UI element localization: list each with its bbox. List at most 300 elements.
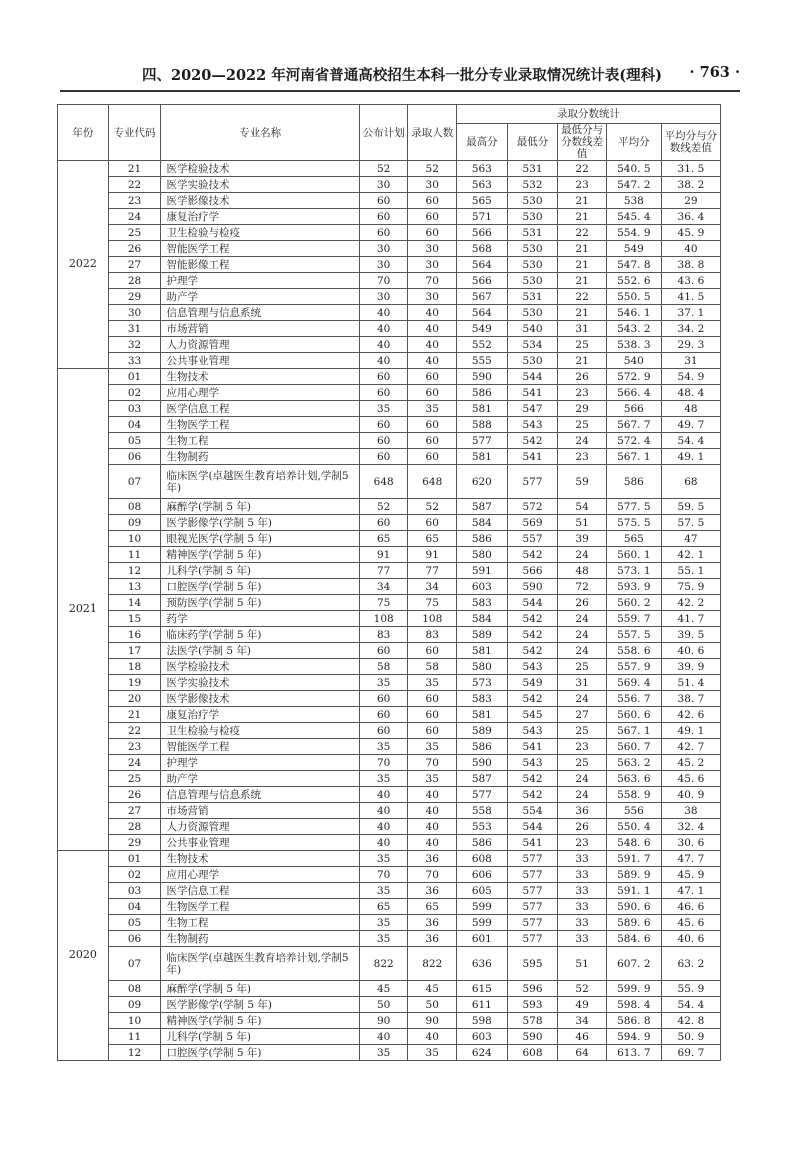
table-row xyxy=(58,369,721,385)
name-cell: 智能医学工程 xyxy=(161,739,359,755)
max-cell: 583 xyxy=(457,595,508,611)
min-diff-cell: 64 xyxy=(558,1045,607,1061)
min-diff-cell: 46 xyxy=(558,1029,607,1045)
table-row xyxy=(58,739,721,755)
min-cell: 541 xyxy=(507,385,558,401)
avg-cell: 557. 9 xyxy=(606,659,661,675)
avg-diff-cell: 75. 9 xyxy=(661,579,720,595)
admit-cell: 75 xyxy=(408,595,457,611)
table-row xyxy=(58,465,721,499)
avg-cell: 546. 1 xyxy=(606,305,661,321)
table-row xyxy=(58,611,721,627)
code-cell: 29 xyxy=(108,835,161,851)
name-cell: 医学信息工程 xyxy=(161,401,359,417)
avg-cell: 540. 5 xyxy=(606,161,661,177)
min-cell: 541 xyxy=(507,739,558,755)
max-cell: 615 xyxy=(457,981,508,997)
plan-cell: 60 xyxy=(359,515,408,531)
min-cell: 531 xyxy=(507,225,558,241)
code-cell: 23 xyxy=(108,193,161,209)
avg-cell: 559. 7 xyxy=(606,611,661,627)
table-row xyxy=(58,899,721,915)
avg-cell: 545. 4 xyxy=(606,209,661,225)
table-row xyxy=(58,563,721,579)
max-cell: 605 xyxy=(457,883,508,899)
avg-diff-cell: 37. 1 xyxy=(661,305,720,321)
page-title: 四、2020—2022 年河南省普通高校招生本科一批分专业录取情况统计表(理科) xyxy=(142,67,662,84)
table-row xyxy=(58,515,721,531)
avg-diff-cell: 42. 7 xyxy=(661,739,720,755)
name-cell: 信息管理与信息系统 xyxy=(161,305,359,321)
avg-diff-cell: 38. 2 xyxy=(661,177,720,193)
name-cell: 临床医学(卓越医生教育培养计划,学制5年) xyxy=(161,465,359,499)
avg-cell: 566 xyxy=(606,401,661,417)
avg-cell: 575. 5 xyxy=(606,515,661,531)
min-diff-cell: 31 xyxy=(558,321,607,337)
table-row xyxy=(58,997,721,1013)
min-diff-cell: 23 xyxy=(558,739,607,755)
code-cell: 28 xyxy=(108,273,161,289)
name-cell: 医学检验技术 xyxy=(161,161,359,177)
avg-cell: 538. 3 xyxy=(606,337,661,353)
name-cell: 口腔医学(学制 5 年) xyxy=(161,579,359,595)
admit-cell: 35 xyxy=(408,675,457,691)
admit-cell: 65 xyxy=(408,531,457,547)
min-cell: 531 xyxy=(507,289,558,305)
admit-cell: 35 xyxy=(408,739,457,755)
header-rule xyxy=(60,90,740,92)
name-cell: 应用心理学 xyxy=(161,867,359,883)
table-row xyxy=(58,915,721,931)
min-cell: 549 xyxy=(507,675,558,691)
table-row xyxy=(58,1029,721,1045)
admit-cell: 45 xyxy=(408,981,457,997)
table-row xyxy=(58,257,721,273)
avg-diff-cell: 45. 9 xyxy=(661,225,720,241)
name-cell: 护理学 xyxy=(161,755,359,771)
min-cell: 590 xyxy=(507,579,558,595)
code-cell: 27 xyxy=(108,257,161,273)
code-cell: 02 xyxy=(108,385,161,401)
avg-cell: 563. 6 xyxy=(606,771,661,787)
plan-cell: 35 xyxy=(359,675,408,691)
name-cell: 生物工程 xyxy=(161,915,359,931)
code-cell: 20 xyxy=(108,691,161,707)
col-header-avg-diff: 平均分与分数线差值 xyxy=(661,124,720,161)
avg-diff-cell: 32. 4 xyxy=(661,819,720,835)
min-cell: 543 xyxy=(507,659,558,675)
admit-cell: 60 xyxy=(408,209,457,225)
plan-cell: 70 xyxy=(359,273,408,289)
max-cell: 603 xyxy=(457,1029,508,1045)
min-cell: 542 xyxy=(507,643,558,659)
table-row xyxy=(58,723,721,739)
max-cell: 599 xyxy=(457,899,508,915)
avg-diff-cell: 45. 6 xyxy=(661,915,720,931)
max-cell: 584 xyxy=(457,515,508,531)
min-diff-cell: 24 xyxy=(558,691,607,707)
avg-diff-cell: 45. 6 xyxy=(661,771,720,787)
min-cell: 530 xyxy=(507,209,558,225)
name-cell: 药学 xyxy=(161,611,359,627)
min-diff-cell: 52 xyxy=(558,981,607,997)
table-row xyxy=(58,177,721,193)
name-cell: 公共事业管理 xyxy=(161,835,359,851)
table-row xyxy=(58,209,721,225)
max-cell: 587 xyxy=(457,771,508,787)
min-diff-cell: 21 xyxy=(558,305,607,321)
avg-diff-cell: 59. 5 xyxy=(661,499,720,515)
min-cell: 577 xyxy=(507,883,558,899)
year-cell: 2022 xyxy=(58,161,109,369)
plan-cell: 40 xyxy=(359,819,408,835)
name-cell: 临床药学(学制 5 年) xyxy=(161,627,359,643)
avg-diff-cell: 43. 6 xyxy=(661,273,720,289)
admit-cell: 40 xyxy=(408,1029,457,1045)
col-header-max: 最高分 xyxy=(457,124,508,161)
max-cell: 571 xyxy=(457,209,508,225)
min-diff-cell: 24 xyxy=(558,643,607,659)
avg-diff-cell: 42. 2 xyxy=(661,595,720,611)
max-cell: 586 xyxy=(457,531,508,547)
admit-cell: 40 xyxy=(408,353,457,369)
avg-cell: 598. 4 xyxy=(606,997,661,1013)
max-cell: 636 xyxy=(457,947,508,981)
table-row xyxy=(58,579,721,595)
avg-diff-cell: 69. 7 xyxy=(661,1045,720,1061)
admit-cell: 90 xyxy=(408,1013,457,1029)
name-cell: 麻醉学(学制 5 年) xyxy=(161,499,359,515)
min-cell: 542 xyxy=(507,771,558,787)
code-cell: 21 xyxy=(108,161,161,177)
min-diff-cell: 26 xyxy=(558,595,607,611)
admit-cell: 77 xyxy=(408,563,457,579)
code-cell: 22 xyxy=(108,723,161,739)
max-cell: 591 xyxy=(457,563,508,579)
admit-cell: 40 xyxy=(408,803,457,819)
plan-cell: 58 xyxy=(359,659,408,675)
avg-cell: 593. 9 xyxy=(606,579,661,595)
plan-cell: 83 xyxy=(359,627,408,643)
min-diff-cell: 24 xyxy=(558,771,607,787)
plan-cell: 648 xyxy=(359,465,408,499)
table-row xyxy=(58,643,721,659)
min-cell: 530 xyxy=(507,241,558,257)
table-row xyxy=(58,321,721,337)
min-diff-cell: 33 xyxy=(558,851,607,867)
code-cell: 25 xyxy=(108,225,161,241)
name-cell: 人力资源管理 xyxy=(161,337,359,353)
min-cell: 542 xyxy=(507,691,558,707)
name-cell: 护理学 xyxy=(161,273,359,289)
table-row xyxy=(58,981,721,997)
avg-cell: 573. 1 xyxy=(606,563,661,579)
avg-diff-cell: 47 xyxy=(661,531,720,547)
code-cell: 29 xyxy=(108,289,161,305)
year-cell: 2021 xyxy=(58,369,109,851)
table-row xyxy=(58,867,721,883)
table-row xyxy=(58,289,721,305)
admit-cell: 60 xyxy=(408,417,457,433)
admit-cell: 52 xyxy=(408,499,457,515)
avg-diff-cell: 42. 8 xyxy=(661,1013,720,1029)
code-cell: 15 xyxy=(108,611,161,627)
max-cell: 573 xyxy=(457,675,508,691)
table-row xyxy=(58,691,721,707)
code-cell: 32 xyxy=(108,337,161,353)
table-row xyxy=(58,273,721,289)
name-cell: 麻醉学(学制 5 年) xyxy=(161,981,359,997)
admit-cell: 91 xyxy=(408,547,457,563)
avg-diff-cell: 38 xyxy=(661,803,720,819)
avg-diff-cell: 48. 4 xyxy=(661,385,720,401)
table-row xyxy=(58,241,721,257)
name-cell: 生物医学工程 xyxy=(161,417,359,433)
page-header xyxy=(60,58,740,88)
max-cell: 565 xyxy=(457,193,508,209)
avg-cell: 560. 7 xyxy=(606,739,661,755)
name-cell: 康复治疗学 xyxy=(161,707,359,723)
code-cell: 12 xyxy=(108,563,161,579)
avg-diff-cell: 42. 6 xyxy=(661,707,720,723)
avg-diff-cell: 42. 1 xyxy=(661,547,720,563)
avg-diff-cell: 68 xyxy=(661,465,720,499)
plan-cell: 30 xyxy=(359,257,408,273)
name-cell: 卫生检验与检疫 xyxy=(161,723,359,739)
min-diff-cell: 33 xyxy=(558,883,607,899)
min-diff-cell: 33 xyxy=(558,915,607,931)
table-row xyxy=(58,547,721,563)
min-diff-cell: 21 xyxy=(558,241,607,257)
min-cell: 577 xyxy=(507,465,558,499)
plan-cell: 35 xyxy=(359,931,408,947)
col-header-admit: 录取人数 xyxy=(408,105,457,161)
avg-diff-cell: 49. 1 xyxy=(661,723,720,739)
code-cell: 06 xyxy=(108,931,161,947)
col-header-name: 专业名称 xyxy=(161,105,359,161)
min-diff-cell: 21 xyxy=(558,257,607,273)
name-cell: 生物工程 xyxy=(161,433,359,449)
table-row xyxy=(58,225,721,241)
min-diff-cell: 23 xyxy=(558,835,607,851)
admit-cell: 30 xyxy=(408,257,457,273)
code-cell: 21 xyxy=(108,707,161,723)
code-cell: 03 xyxy=(108,883,161,899)
min-diff-cell: 21 xyxy=(558,209,607,225)
admit-cell: 30 xyxy=(408,241,457,257)
admit-cell: 60 xyxy=(408,225,457,241)
col-header-avg: 平均分 xyxy=(606,124,661,161)
admit-cell: 60 xyxy=(408,691,457,707)
admit-cell: 60 xyxy=(408,193,457,209)
admit-cell: 108 xyxy=(408,611,457,627)
min-cell: 544 xyxy=(507,369,558,385)
admit-cell: 60 xyxy=(408,707,457,723)
code-cell: 13 xyxy=(108,579,161,595)
code-cell: 08 xyxy=(108,499,161,515)
plan-cell: 35 xyxy=(359,851,408,867)
admit-cell: 65 xyxy=(408,899,457,915)
min-cell: 542 xyxy=(507,787,558,803)
table-row xyxy=(58,595,721,611)
avg-cell: 547. 2 xyxy=(606,177,661,193)
code-cell: 25 xyxy=(108,771,161,787)
plan-cell: 40 xyxy=(359,1029,408,1045)
min-diff-cell: 21 xyxy=(558,193,607,209)
min-cell: 547 xyxy=(507,401,558,417)
max-cell: 581 xyxy=(457,707,508,723)
table-row xyxy=(58,835,721,851)
min-cell: 578 xyxy=(507,1013,558,1029)
min-cell: 543 xyxy=(507,755,558,771)
admit-cell: 35 xyxy=(408,771,457,787)
avg-cell: 548. 6 xyxy=(606,835,661,851)
max-cell: 586 xyxy=(457,385,508,401)
admit-cell: 70 xyxy=(408,273,457,289)
name-cell: 法医学(学制 5 年) xyxy=(161,643,359,659)
admit-cell: 30 xyxy=(408,177,457,193)
min-cell: 534 xyxy=(507,337,558,353)
plan-cell: 34 xyxy=(359,579,408,595)
max-cell: 584 xyxy=(457,611,508,627)
max-cell: 583 xyxy=(457,691,508,707)
code-cell: 16 xyxy=(108,627,161,643)
min-diff-cell: 36 xyxy=(558,803,607,819)
code-cell: 31 xyxy=(108,321,161,337)
min-cell: 577 xyxy=(507,867,558,883)
avg-diff-cell: 49. 7 xyxy=(661,417,720,433)
min-diff-cell: 27 xyxy=(558,707,607,723)
plan-cell: 90 xyxy=(359,1013,408,1029)
name-cell: 生物医学工程 xyxy=(161,899,359,915)
name-cell: 眼视光医学(学制 5 年) xyxy=(161,531,359,547)
plan-cell: 60 xyxy=(359,369,408,385)
min-cell: 530 xyxy=(507,257,558,273)
min-cell: 542 xyxy=(507,547,558,563)
max-cell: 581 xyxy=(457,401,508,417)
table-row xyxy=(58,499,721,515)
code-cell: 06 xyxy=(108,449,161,465)
min-diff-cell: 22 xyxy=(558,161,607,177)
col-header-min: 最低分 xyxy=(507,124,558,161)
min-diff-cell: 22 xyxy=(558,225,607,241)
code-cell: 28 xyxy=(108,819,161,835)
plan-cell: 40 xyxy=(359,803,408,819)
avg-cell: 613. 7 xyxy=(606,1045,661,1061)
avg-diff-cell: 31. 5 xyxy=(661,161,720,177)
plan-cell: 60 xyxy=(359,225,408,241)
min-diff-cell: 21 xyxy=(558,273,607,289)
max-cell: 590 xyxy=(457,755,508,771)
admit-cell: 40 xyxy=(408,835,457,851)
avg-cell: 558. 6 xyxy=(606,643,661,659)
avg-cell: 599. 9 xyxy=(606,981,661,997)
plan-cell: 40 xyxy=(359,305,408,321)
min-diff-cell: 33 xyxy=(558,899,607,915)
name-cell: 助产学 xyxy=(161,771,359,787)
admit-cell: 40 xyxy=(408,321,457,337)
avg-diff-cell: 34. 2 xyxy=(661,321,720,337)
min-diff-cell: 25 xyxy=(558,723,607,739)
avg-cell: 538 xyxy=(606,193,661,209)
min-cell: 577 xyxy=(507,899,558,915)
min-diff-cell: 33 xyxy=(558,867,607,883)
code-cell: 09 xyxy=(108,515,161,531)
code-cell: 14 xyxy=(108,595,161,611)
min-cell: 566 xyxy=(507,563,558,579)
min-cell: 541 xyxy=(507,835,558,851)
max-cell: 599 xyxy=(457,915,508,931)
col-header-year: 年份 xyxy=(58,105,109,161)
table-header xyxy=(58,105,721,161)
plan-cell: 40 xyxy=(359,787,408,803)
plan-cell: 60 xyxy=(359,417,408,433)
table-row xyxy=(58,161,721,177)
avg-cell: 607. 2 xyxy=(606,947,661,981)
avg-cell: 567. 7 xyxy=(606,417,661,433)
plan-cell: 60 xyxy=(359,209,408,225)
table-row xyxy=(58,803,721,819)
plan-cell: 35 xyxy=(359,1045,408,1061)
avg-diff-cell: 55. 9 xyxy=(661,981,720,997)
min-diff-cell: 72 xyxy=(558,579,607,595)
name-cell: 儿科学(学制 5 年) xyxy=(161,563,359,579)
name-cell: 医学影像技术 xyxy=(161,691,359,707)
min-cell: 530 xyxy=(507,273,558,289)
plan-cell: 60 xyxy=(359,691,408,707)
table-row xyxy=(58,337,721,353)
plan-cell: 35 xyxy=(359,915,408,931)
admit-cell: 35 xyxy=(408,1045,457,1061)
plan-cell: 75 xyxy=(359,595,408,611)
min-cell: 608 xyxy=(507,1045,558,1061)
min-cell: 545 xyxy=(507,707,558,723)
avg-diff-cell: 54. 9 xyxy=(661,369,720,385)
min-diff-cell: 26 xyxy=(558,369,607,385)
avg-diff-cell: 63. 2 xyxy=(661,947,720,981)
min-cell: 544 xyxy=(507,595,558,611)
code-cell: 04 xyxy=(108,417,161,433)
plan-cell: 60 xyxy=(359,193,408,209)
table-row xyxy=(58,417,721,433)
table-row xyxy=(58,1045,721,1061)
min-diff-cell: 51 xyxy=(558,515,607,531)
min-cell: 532 xyxy=(507,177,558,193)
table-row xyxy=(58,353,721,369)
admit-cell: 30 xyxy=(408,289,457,305)
name-cell: 临床医学(卓越医生教育培养计划,学制5年) xyxy=(161,947,359,981)
avg-cell: 577. 5 xyxy=(606,499,661,515)
name-cell: 应用心理学 xyxy=(161,385,359,401)
name-cell: 智能医学工程 xyxy=(161,241,359,257)
max-cell: 566 xyxy=(457,273,508,289)
name-cell: 市场营销 xyxy=(161,321,359,337)
avg-diff-cell: 38. 8 xyxy=(661,257,720,273)
avg-diff-cell: 41. 7 xyxy=(661,611,720,627)
min-cell: 530 xyxy=(507,305,558,321)
admit-cell: 40 xyxy=(408,787,457,803)
code-cell: 30 xyxy=(108,305,161,321)
max-cell: 601 xyxy=(457,931,508,947)
admit-cell: 822 xyxy=(408,947,457,981)
col-header-min-diff: 最低分与分数线差值 xyxy=(558,124,607,161)
avg-diff-cell: 36. 4 xyxy=(661,209,720,225)
code-cell: 18 xyxy=(108,659,161,675)
admit-cell: 36 xyxy=(408,915,457,931)
table-row xyxy=(58,771,721,787)
avg-diff-cell: 40. 6 xyxy=(661,643,720,659)
min-diff-cell: 25 xyxy=(558,417,607,433)
